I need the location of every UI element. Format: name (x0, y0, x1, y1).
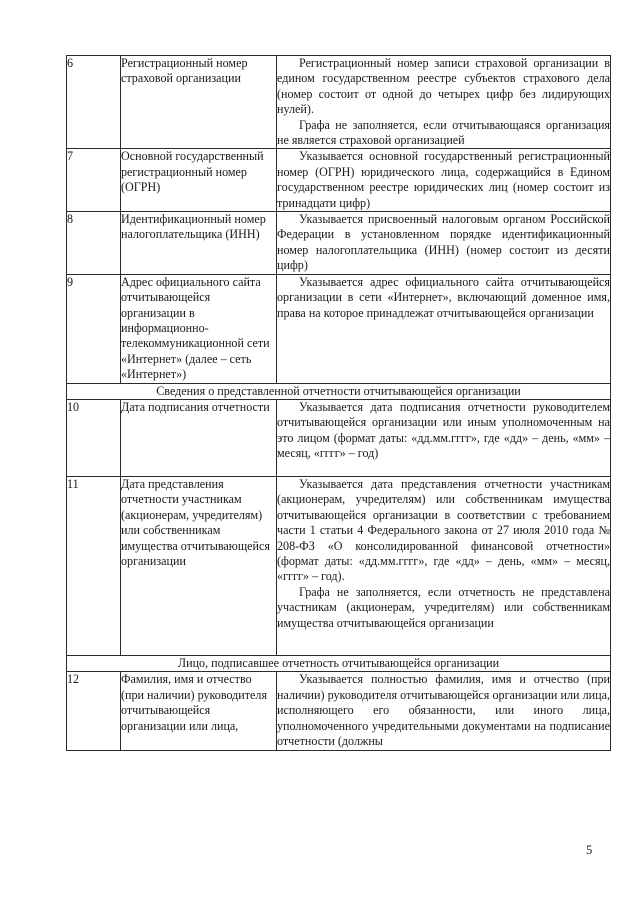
section-heading: Сведения о представленной отчетности отчитывающейся организации (67, 383, 611, 399)
field-name: Идентификационный номер налогоплательщика (ИНН) (121, 212, 277, 275)
field-name: Дата представления отчетности участникам (акционерам, учредителям) или собственникам имущества отчитывающейся организации (121, 476, 277, 655)
table-row (67, 56, 611, 149)
field-description (277, 476, 611, 655)
field-description (277, 149, 611, 212)
description-paragraph: Указывается дата представления отчетности участникам (акционерам, учредителям) или собственникам имущества отчитывающейся организации в соответствии с требованием части 1 статьи 4 Федерального закона от 27 июля 2010 года № 208-ФЗ «О консолидированной финансовой отчетности» (формат даты: «дд.мм.гггг», где «дд» – день, «мм» – месяц, «гггг» – год). (277, 476, 610, 584)
row-number: 6 (67, 56, 121, 149)
description-paragraph: Указывается основной государственный регистрационный номер (ОГРН) юридического лица, содержащийся в Едином государственном реестре юридических лиц (номер состоит из тринадцати цифр) (277, 149, 610, 210)
field-name: Регистрационный номер страховой организации (121, 56, 277, 149)
table-row (67, 149, 611, 212)
page-number: 5 (586, 843, 593, 857)
row-number: 9 (67, 274, 121, 383)
table-row (67, 399, 611, 476)
row-number: 7 (67, 149, 121, 212)
section-row (67, 383, 611, 399)
section-heading: Лицо, подписавшее отчетность отчитывающейся организации (67, 655, 611, 671)
field-description (277, 672, 611, 751)
field-description (277, 274, 611, 383)
field-description (277, 399, 611, 476)
row-number: 11 (67, 476, 121, 655)
field-description (277, 212, 611, 275)
table-row (67, 476, 611, 655)
section-row (67, 655, 611, 671)
row-number: 10 (67, 399, 121, 476)
field-description (277, 56, 611, 149)
description-paragraph: Указывается адрес официального сайта отчитывающейся организации в сети «Интернет», включающий доменное имя, права на которое принадлежат отчитывающейся организации (277, 274, 610, 320)
description-paragraph: Указывается присвоенный налоговым органом Российской Федерации в установленном порядке идентификационный номер налогоплательщика (ИНН) (номер состоит из десяти цифр) (277, 212, 610, 273)
description-paragraph: Графа не заполняется, если отчитывающаяся организация не является страховой организацией (277, 117, 610, 148)
description-paragraph: Регистрационный номер записи страховой организации в едином государственном реестре субъектов страхового дела (номер состоит от одной до четырех цифр без лидирующих нулей). (277, 56, 610, 117)
table-row (67, 212, 611, 275)
field-name: Дата подписания отчетности (121, 399, 277, 476)
row-number: 12 (67, 672, 121, 751)
description-paragraph: Графа не заполняется, если отчетность не представлена участникам (акционерам, учредителям) или собственникам имущества отчитывающейся организации (277, 584, 610, 630)
table-row (67, 274, 611, 383)
table-row (67, 672, 611, 751)
description-paragraph: Указывается дата подписания отчетности руководителем отчитывающейся организации или иным уполномоченным на это лицом (формат даты: «дд.мм.гггг», где «дд» – день, «мм» – месяц, «гггг» – год) (277, 399, 610, 461)
field-name: Адрес официального сайта отчитывающейся организации в информационно-телекоммуникационной сети «Интернет» (далее – сеть «Интернет») (121, 274, 277, 383)
document-table (66, 55, 611, 751)
row-number: 8 (67, 212, 121, 275)
field-name: Основной государственный регистрационный номер (ОГРН) (121, 149, 277, 212)
field-name: Фамилия, имя и отчество (при наличии) руководителя отчитывающейся организации или лица, (121, 672, 277, 751)
description-paragraph: Указывается полностью фамилия, имя и отчество (при наличии) руководителя отчитывающейся организации или лица, исполняющего его обязанности, или иного лица, уполномоченного учредительными документами на подписание отчетности (должны (277, 672, 610, 748)
